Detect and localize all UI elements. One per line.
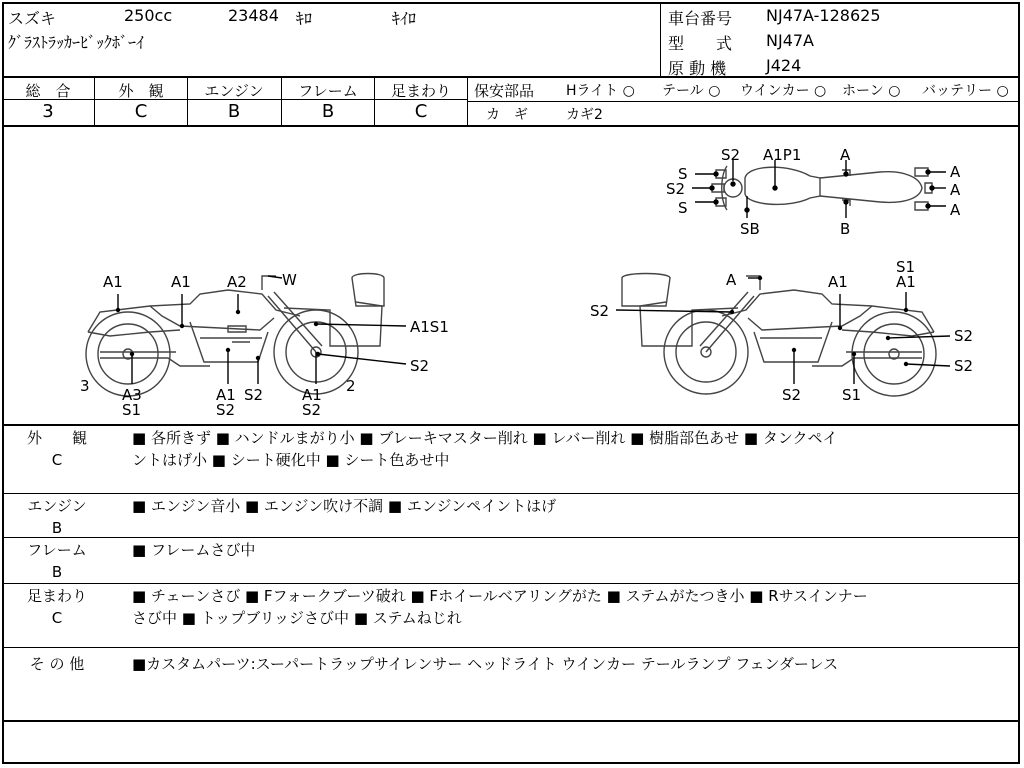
diagram-label: A xyxy=(950,201,961,219)
diagram-label: S2 xyxy=(590,302,610,320)
safety-item-label: テール xyxy=(662,83,704,99)
remark-line: ントはげ小 ■ シート硬化中 ■ シート色あせ中 xyxy=(132,451,450,469)
suspension-grade: C xyxy=(414,101,428,122)
diagram-label: S2 xyxy=(721,146,741,164)
diagram-label: A xyxy=(840,146,851,164)
safety-item-label: ウインカー xyxy=(740,83,810,99)
remark-label: 外 観 xyxy=(26,429,87,447)
safety-item-battery xyxy=(922,80,1009,100)
diagram-label: S xyxy=(678,165,688,183)
remark-label-exterior xyxy=(12,427,102,471)
safety-item-tail xyxy=(662,80,720,100)
safety-mark: ○ xyxy=(996,83,1009,99)
remark-rule xyxy=(2,647,1020,648)
diagram-label: A xyxy=(950,181,961,199)
key-label: カ ギ xyxy=(486,107,528,123)
displacement: 250cc xyxy=(124,6,173,25)
engine-code: J424 xyxy=(766,56,802,75)
safety-item-label: バッテリー xyxy=(922,83,992,99)
remark-text-other xyxy=(132,653,1012,675)
diagram-label: 3 xyxy=(80,377,90,395)
diagram-label: S2 xyxy=(954,357,974,375)
exterior-label: 外 観 xyxy=(118,82,164,100)
remark-rule xyxy=(2,583,1020,584)
key-value: カギ2 xyxy=(566,107,603,123)
diagram-label: W xyxy=(282,271,297,289)
top-view xyxy=(692,160,946,218)
remark-text-engine xyxy=(132,495,1012,517)
safety-mark: ○ xyxy=(814,83,827,99)
remark-grade: B xyxy=(51,519,63,537)
diagram-rule xyxy=(2,424,1020,426)
safety-mark: ○ xyxy=(708,83,721,99)
diagram-label: A1 xyxy=(828,273,848,291)
diagram-label: S2 xyxy=(954,327,974,345)
frame-no-label: 車台番号 xyxy=(668,9,733,28)
remark-line: ■ チェーンさび ■ Fフォークブーツ破れ ■ Fホイールベアリングがた ■ ステムがたつき小 ■ Rサスインナー xyxy=(132,587,868,605)
footer-rule xyxy=(2,720,1020,722)
diagram-label: A1 xyxy=(216,386,236,404)
header-divider xyxy=(660,4,661,76)
diagram-label: A2 xyxy=(227,273,247,291)
remark-grade: C xyxy=(51,609,63,627)
diagram-label: B xyxy=(840,220,851,238)
right-side-view xyxy=(616,274,950,397)
diagram-label: A1 xyxy=(171,273,191,291)
remark-label: 足まわり xyxy=(26,587,87,605)
remark-label: フレーム xyxy=(27,541,87,559)
mileage: 23484 xyxy=(228,6,279,25)
diagram-label: S2 xyxy=(410,357,430,375)
diagram-label: A3 xyxy=(122,386,142,404)
safety-mark: ○ xyxy=(622,83,635,99)
remark-line: ■カスタムパーツ:スーパートラップサイレンサー ヘッドライト ウインカー テールランプ フェンダーレス xyxy=(132,655,839,673)
diagram-label: A xyxy=(950,163,961,181)
remark-line: ■ フレームさび中 xyxy=(132,541,256,559)
diagram-label: S xyxy=(678,199,688,217)
maker: スズキ xyxy=(8,9,57,28)
remark-grade: C xyxy=(51,451,63,469)
diagram-label: A1 xyxy=(302,386,322,404)
remark-label-frame xyxy=(12,539,102,583)
frame-grade-label: フレーム xyxy=(298,82,358,100)
overall-grade: 3 xyxy=(42,101,54,122)
remark-text-suspension xyxy=(132,585,1012,629)
suspension-grade-label: 足まわり xyxy=(390,82,451,100)
remark-rule xyxy=(2,493,1020,494)
diagram-label: A1 xyxy=(103,273,123,291)
bike-diagram xyxy=(0,126,1024,424)
unit-label: ｷｲﾛ xyxy=(392,9,417,28)
safety-item-label: ホーン xyxy=(842,83,884,99)
left-side-view xyxy=(86,274,406,397)
diagram-label: A1P1 xyxy=(763,146,802,164)
safety-item-label: Hライト xyxy=(566,83,619,99)
diagram-label: A1 xyxy=(896,273,916,291)
grade-divider xyxy=(281,77,282,125)
remark-label-engine xyxy=(12,495,102,539)
safety-item-winker xyxy=(740,80,826,100)
diagram-label: S2 xyxy=(244,386,264,404)
diagram-label: S2 xyxy=(216,401,236,419)
safety-mid-rule xyxy=(468,101,1020,102)
model-code: NJ47A xyxy=(766,31,814,50)
remark-line: さび中 ■ トップブリッジさび中 ■ ステムねじれ xyxy=(132,609,462,627)
safety-item-headlight xyxy=(566,80,635,100)
grade-divider xyxy=(374,77,375,125)
diagram-label: SB xyxy=(740,220,760,238)
diagram-label: S1 xyxy=(842,386,862,404)
diagram-label: S2 xyxy=(302,401,322,419)
engine-grade: B xyxy=(227,101,241,122)
frame-no: NJ47A-128625 xyxy=(766,6,881,25)
grade-divider xyxy=(94,77,95,125)
frame-grade: B xyxy=(321,101,335,122)
mileage-unit: ｷﾛ xyxy=(296,9,313,28)
remark-label-suspension xyxy=(12,585,102,629)
overall-label: 総 合 xyxy=(25,82,71,100)
remark-line: ■ エンジン音小 ■ エンジン吹け不調 ■ エンジンペイントはげ xyxy=(132,497,557,515)
grade-divider xyxy=(187,77,188,125)
remark-text-frame xyxy=(132,539,1012,561)
remark-grade: B xyxy=(51,563,63,581)
remark-label: エンジン xyxy=(27,497,87,515)
diagram-label: 2 xyxy=(346,377,356,395)
engine-label: 原 動 機 xyxy=(668,59,727,78)
safety-item-horn xyxy=(842,80,900,100)
remark-text-exterior xyxy=(132,427,1012,471)
diagram-label: A1S1 xyxy=(410,318,449,336)
model-code-label: 型 式 xyxy=(668,34,733,53)
diagram-label: S1 xyxy=(122,401,142,419)
safety-mark: ○ xyxy=(888,83,901,99)
engine-grade-label: エンジン xyxy=(204,82,264,100)
remark-label-other xyxy=(12,653,102,675)
exterior-grade: C xyxy=(134,101,148,122)
remark-line: ■ 各所きず ■ ハンドルまがり小 ■ ブレーキマスター削れ ■ レバー削れ ■ 樹脂部色あせ ■ タンクペイ xyxy=(132,429,838,447)
remark-rule xyxy=(2,537,1020,538)
diagram-label: S2 xyxy=(666,180,686,198)
safety-label: 保安部品 xyxy=(474,82,535,100)
header-rule xyxy=(2,76,1020,78)
diagram-label: S1 xyxy=(896,258,916,276)
diagram-label: S2 xyxy=(782,386,802,404)
remark-label: そ の 他 xyxy=(29,655,85,673)
diagram-label: A xyxy=(726,271,737,289)
model-name: ｸﾞﾗｽﾄﾗｯｶｰﾋﾞｯｸﾎﾞｰｲ xyxy=(8,33,145,52)
grade-mid-rule xyxy=(2,99,468,100)
